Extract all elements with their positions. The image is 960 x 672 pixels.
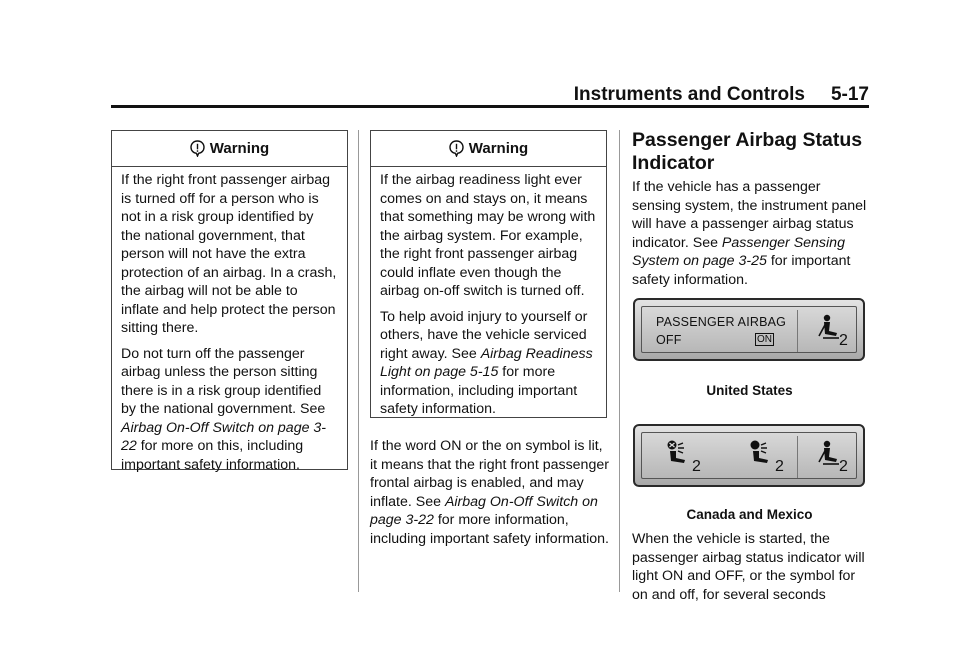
warning-icon [190,140,205,157]
column-divider-right [619,130,620,592]
closing-text [632,530,870,604]
seat-number: 2 [692,458,702,475]
warning-paragraph: Do not turn off the passenger airbag unless the person sitting there is in a risk group identified by the national government. See Airbag On-Off Switch on page 3-22 for more on this, including important safety information. [121,345,327,473]
airbag-status-panel-us [633,298,865,361]
body-paragraph: When the vehicle is started, the passenger airbag status indicator will light ON and OFF, or the symbol for on and off, for several seconds [632,531,865,603]
page-header [111,84,869,104]
warning-paragraph: To help avoid injury to yourself or others, have the vehicle serviced right away. See Airbag Readiness Light on page 5-15 for more information, including important safety information. [380,308,593,417]
airbag-on-icon [746,439,774,467]
page-number: 5-17 [830,84,869,105]
body-paragraph: If the word ON or the on symbol is lit, it means that the right front passenger frontal airbag is enabled, and may inflate. See Airbag On-Off Switch on page 3-22 for more information, including important safety information. [370,438,609,547]
warning-heading [112,131,347,167]
panel-divider [797,310,798,352]
section-title: Passenger Airbag Status Indicator [632,129,863,174]
passenger-seat-icon [815,314,841,342]
passenger-seat-icon [815,440,841,468]
column-divider-left [358,130,359,592]
panel-off-label: OFF [656,333,682,347]
warning-paragraph: If the airbag readiness light ever comes on and stays on, it means that something may be wrong with the airbag system. For example, the right front passenger airbag could inflate even though the airbag on-off switch is turned off. [380,172,596,299]
cross-reference-link[interactable]: Airbag On-Off Switch on page 3-22 [370,493,598,528]
airbag-off-icon [663,439,691,467]
header-rule [111,105,869,108]
panel-on-label: ON [757,334,772,345]
cross-reference-link[interactable]: Airbag On-Off Switch on page 3-22 [121,419,327,454]
cross-reference-link[interactable]: Airbag Readiness Light on page 5-15 [380,345,593,380]
warning-heading [371,131,606,167]
intro-text [632,178,867,289]
section-header-title: Instruments and Controls [573,84,805,105]
warning-box-middle [370,130,607,418]
seat-number: 2 [839,332,849,349]
panel-divider [797,436,798,478]
panel-label: PASSENGER AIRBAG [656,315,787,329]
warning-paragraph: If the right front passenger airbag is turned off for a person who is not in a risk group identified by the national government, that person will not have the extra protection of an airbag. In a crash, the airbag will not be able to inflate and help protect the person sitting there. [121,172,337,336]
warning-box-left [111,130,348,473]
warning-icon [449,140,464,157]
caption-us: United States [706,383,793,398]
warning-heading-text: Warning [468,140,529,157]
warning-heading-text: Warning [209,140,270,157]
cross-reference-link[interactable]: Passenger Sensing System on page 3-25 [632,234,845,269]
middle-body-text [370,437,610,548]
airbag-status-panel-canada-mexico [633,424,865,487]
seat-number: 2 [775,458,785,475]
seat-number: 2 [839,458,849,475]
caption-canada-mexico: Canada and Mexico [686,507,813,522]
body-paragraph: If the vehicle has a passenger sensing system, the instrument panel will have a passenger airbag status indicator. See Passenger Sensing System on page 3-25 for important safety information. [632,179,867,288]
